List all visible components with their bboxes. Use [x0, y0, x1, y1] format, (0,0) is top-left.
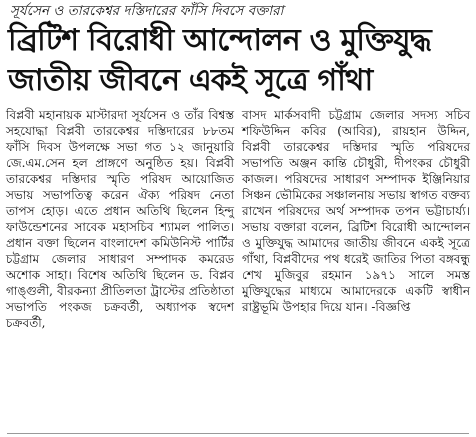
- body-column-right: [242, 107, 470, 331]
- body-text-left: বিপ্লবী মহানায়ক মাস্টারদা সূর্যসেন ও তাঁর বিশ্বস্ত সহযোদ্ধা বিপ্লবী তারকেশ্বর দস্তিদারের ৮৮তম ফাঁসি দিবস উপলক্ষে সভা গত ১২ জানুয়ারি জে.এম.সেন হল প্রাঙ্গণে অনুষ্ঠিত হয়। বিপ্লবী তারকেশ্বর দস্তিদার স্মৃতি পরিষদ আয়োজিত সভায় সভাপতিত্ব করেন ঐক্য পরিষদ নেতা তাপস হোড়। এতে প্রধান অতিথি ছিলেন হিন্দু ফাউন্ডেশনের সাবেক মহাসচিব শ্যামল পালিত। প্রধান বক্তা ছিলেন বাংলাদেশ কমিউনিস্ট পার্টির চট্টগ্রাম জেলার সাধারণ সম্পাদক কমরেড অশোক সাহা। বিশেষ অতিথি ছিলেন ড. বিপ্লব গাঙ্গুলী, বীরকন্যা প্রীতিলতা ট্রাস্টের প্রতিষ্ঠাতা সভাপতি পংকজ চক্রবর্তী, অধ্যাপক স্বদেশ চক্রবর্তী,: [6, 108, 234, 330]
- headline-line-1: ব্রিটিশ বিরোধী আন্দোলন ও মুক্তিযুদ্ধ: [8, 23, 431, 58]
- headline-line-2: জাতীয় জীবনে একই সূত্রে গাঁথা: [8, 63, 373, 98]
- bottom-rule: [7, 433, 469, 434]
- article-kicker: সূর্যসেন ও তারকেশ্বর দস্তিদারের ফাঁসি দিবসে বক্তারা: [10, 3, 284, 19]
- article-body: [6, 107, 470, 331]
- body-column-left: [6, 107, 234, 331]
- body-text-right: বাসদ মার্কসবাদী চট্টগ্রাম জেলার সদস্য সচিব শফিউদ্দিন কবির (আবির), রায়হান উদ্দিন, বিপ্লবী তারকেশ্বর দস্তিদার স্মৃতি পরিষদের সভাপতি অঞ্জন কান্তি চৌধুরী, দীপংকর চৌধুরী কাজল। পরিষদের সাধারণ সম্পাদক ইঞ্জিনিয়ার সিঞ্চন ভৌমিকের সঞ্চালনায় সভায় স্বাগত বক্তব্য রাখেন পরিষদের অর্থ সম্পাদক তপন ভট্টাচার্য্য। সভায় বক্তারা বলেন, ব্রিটিশ বিরোধী আন্দোলন ও মুক্তিযুদ্ধ আমাদের জাতীয় জীবনে একই সূত্রে গাঁথা, বিপ্লবীদের পথ ধরেই জাতির পিতা বঙ্গবন্ধু শেখ মুজিবুর রহমান ১৯৭১ সালে সমস্ত মুক্তিযুদ্ধের মাধ্যমে আমাদেরকে একটি স্বাধীন রাষ্ট্রভূমি উপহার দিয়ে যান। -বিজ্ঞপ্তি: [242, 108, 470, 314]
